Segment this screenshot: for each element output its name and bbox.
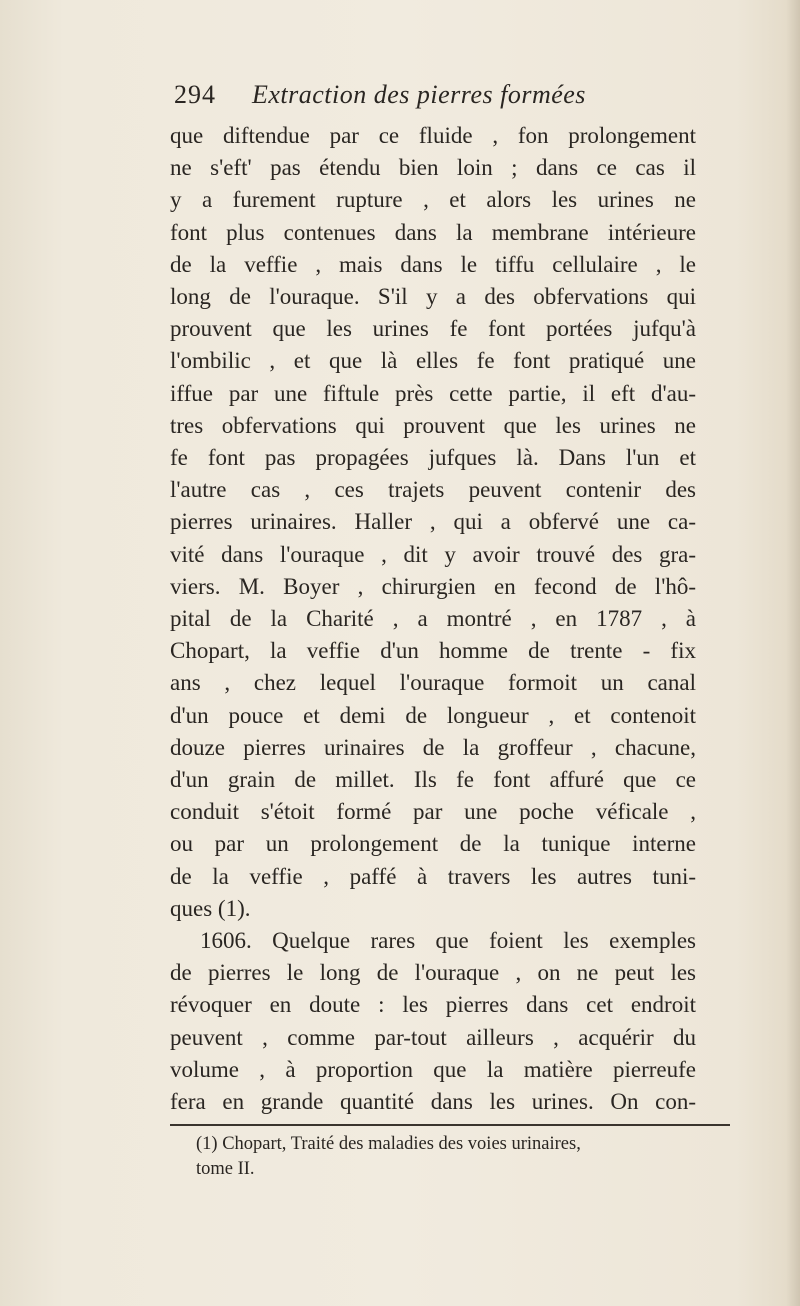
running-title: Extraction des pierres formées: [252, 80, 586, 109]
footnote: [196, 1132, 716, 1182]
text-line: de la veffie , paffé à travers les autres tuni-: [170, 863, 696, 889]
page-number: 294: [174, 80, 216, 109]
text-line: pital de la Charité , a montré , en 1787 , à: [170, 606, 696, 632]
text-line: conduit s'étoit formé par une poche véficale ,: [170, 799, 696, 825]
text-line: ques (1).: [170, 895, 251, 921]
text-line: fera en grande quantité dans les urines. On con-: [170, 1089, 696, 1115]
text-line: iffue par une fiftule près cette partie, il eft d'au-: [170, 380, 696, 406]
text-line: peuvent , comme par-tout ailleurs , acquérir du: [170, 1024, 696, 1050]
text-line: que diftendue par ce fluide , fon prolongement: [170, 123, 696, 148]
text-line: tres obfervations qui prouvent que les urines ne: [170, 412, 696, 438]
text-line: douze pierres urinaires de la groffeur , chacune,: [170, 734, 696, 760]
page-header: [174, 80, 694, 120]
text-line: fe font pas propagées jufques là. Dans l'un et: [170, 445, 696, 471]
text-line: ne s'eft' pas étendu bien loin ; dans ce cas il: [170, 155, 696, 181]
text-line: viers. M. Boyer , chirurgien en fecond de l'hô-: [170, 573, 696, 599]
footnote-line: (1) Chopart, Traité des maladies des voies urinaires,: [196, 1134, 581, 1154]
text-line: ans , chez lequel l'ouraque formoit un canal: [170, 670, 696, 696]
text-line: révoquer en doute : les pierres dans cet endroit: [170, 992, 696, 1018]
text-line: de la veffie , mais dans le tiffu cellulaire , le: [170, 251, 696, 277]
text-line: de pierres le long de l'ouraque , on ne peut les: [170, 960, 696, 986]
page-edge-shadow: [786, 0, 800, 1306]
footnote-line: tome II.: [196, 1159, 255, 1179]
text-line: l'ombilic , et que là elles fe font pratiqué une: [170, 348, 696, 374]
text-line: font plus contenues dans la membrane intérieure: [170, 219, 696, 245]
paragraph-start-line: 1606. Quelque rares que foient les exemples: [200, 928, 696, 954]
text-line: prouvent que les urines fe font portées jufqu'à: [170, 316, 696, 342]
text-line: vité dans l'ouraque , dit y avoir trouvé des gra-: [170, 541, 696, 567]
text-line: long de l'ouraque. S'il y a des obfervations qui: [170, 284, 696, 310]
text-line: l'autre cas , ces trajets peuvent contenir des: [170, 477, 696, 503]
text-line: Chopart, la veffie d'un homme de trente - fix: [170, 638, 696, 664]
footnote-divider: [170, 1124, 730, 1126]
text-line: d'un pouce et demi de longueur , et contenoit: [170, 702, 696, 728]
text-line: ou par un prolongement de la tunique interne: [170, 831, 696, 857]
text-line: y a furement rupture , et alors les urines ne: [170, 187, 696, 213]
text-line: volume , à proportion que la matière pierreufe: [170, 1056, 696, 1082]
main-text: [170, 120, 696, 1118]
text-line: d'un grain de millet. Ils fe font affuré que ce: [170, 767, 696, 793]
text-line: pierres urinaires. Haller , qui a obfervé une ca-: [170, 509, 696, 535]
